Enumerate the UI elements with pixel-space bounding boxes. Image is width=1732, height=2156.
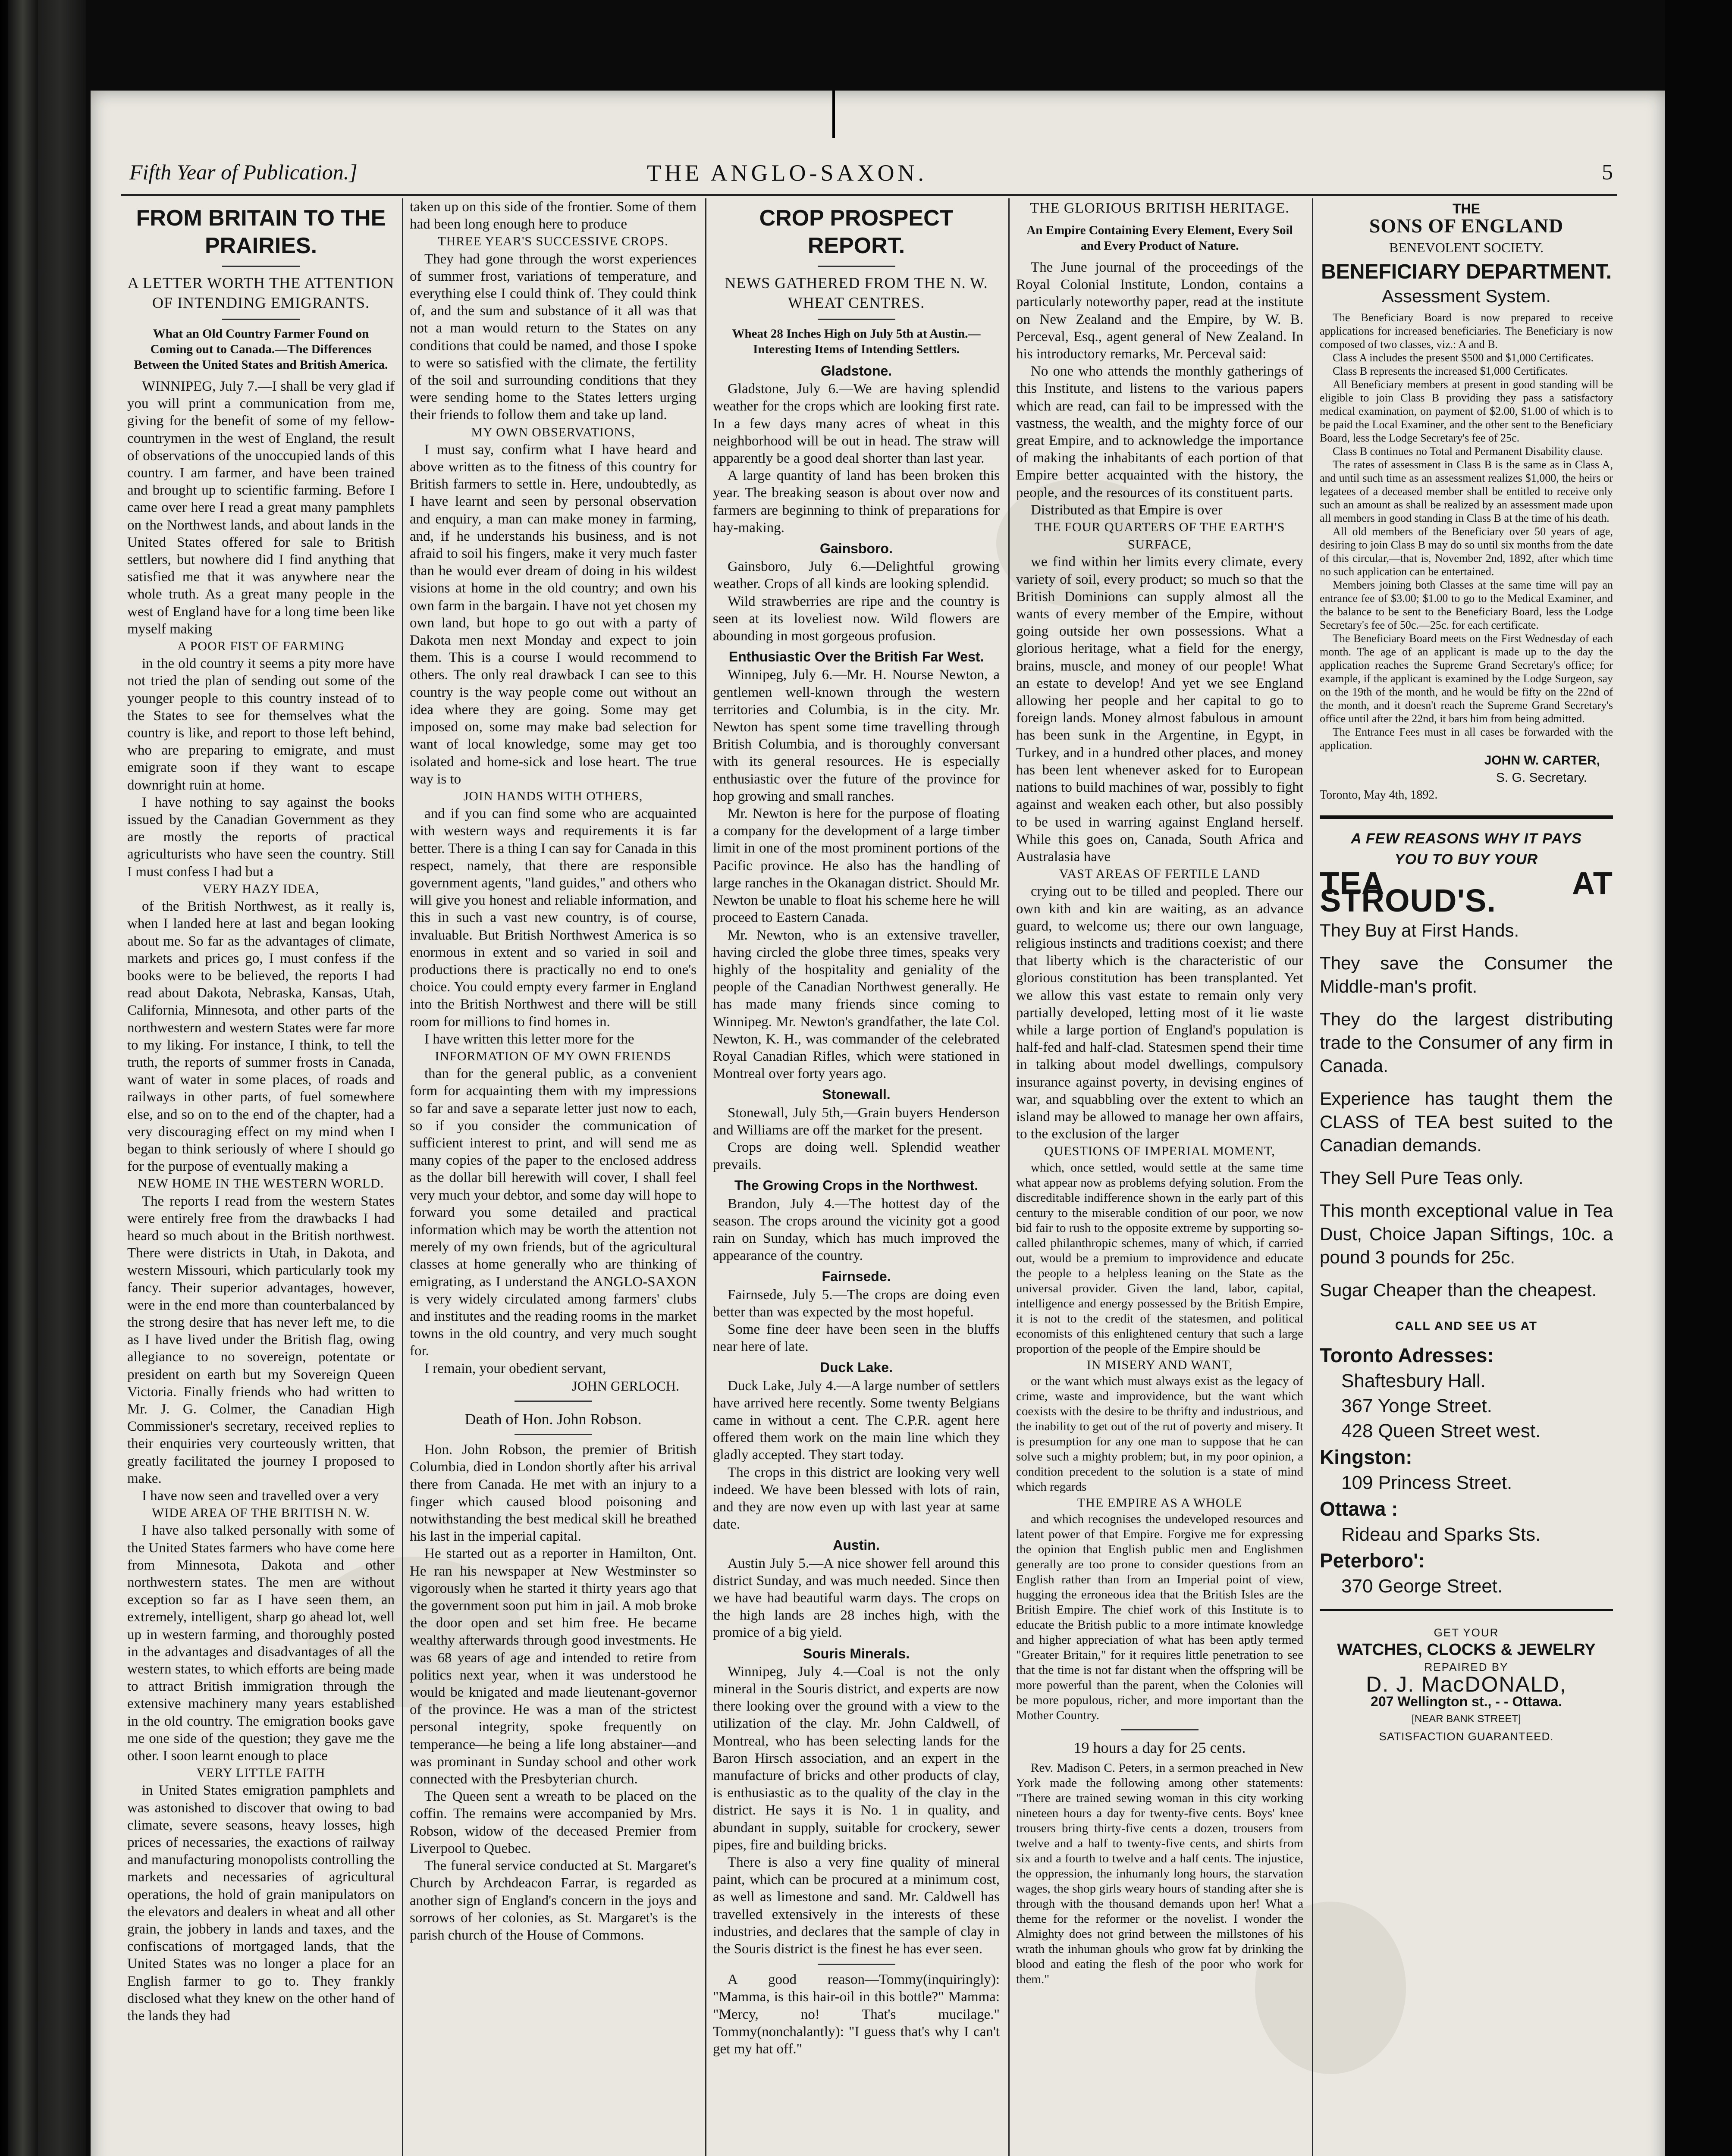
- paragraph: Rev. Madison C. Peters, in a sermon preached in New York made the following among other statements: "There are trained sewing woman in this city working nineteen hours a day for twenty-five cents. Boys' knee trousers bring thirty-five cents a dozen, trousers from twelve and a half to twenty-five cents, and shirts from six and a fourth to twelve and a half cents. The injustice, the oppression, the inhumanly long hours, the starvation wages, the shop girls weary hours of standing after she is through with the thousand demands upon her! What a theme for the reformer or the novelist. I wonder the Almighty does not grind between the millstones of his wrath the inhuman ghouls who grow fat by drinking the blood and eating the flesh of the poor who work for them.": [1016, 1761, 1303, 1987]
- subheading: VERY HAZY IDEA,: [202, 881, 320, 896]
- page-number: 5: [1602, 160, 1613, 185]
- paragraph: I remain, your obedient servant,: [424, 1360, 606, 1376]
- notice-paragraph: Class B continues no Total and Permanent Disability clause.: [1333, 445, 1603, 458]
- column-4: [1016, 198, 1303, 2156]
- paragraph: we find within her limits every climate, every variety of soil, every product; so much so that the British Dominions can supply almost all the wants of every member of the Empire, without going outside her own possessions. What a glorious heritage, what a field for the energy, brains, muscle, and money of our people! What an estate to develop! And yet we see England allowing her people and her capital to go to foreign lands. Money almost fabulous in amount has been sunk in the Argentine, in Egypt, in Turkey, and in a hundred other places, and money has been lent whenever asked for to European nations to build machines of war, possibly to fight against and weaken each other, but also possibly to be used in warring against England herself. While this goes on, Canada, South Africa and Australasia have: [1016, 554, 1303, 865]
- column-3: [713, 198, 1000, 2156]
- masthead-title: THE ANGLO-SAXON.: [647, 160, 927, 186]
- subheading: THREE YEAR'S SUCCESSIVE CROPS.: [438, 234, 668, 249]
- city-heading: Kingston:: [1320, 1445, 1412, 1468]
- subheading: IN MISERY AND WANT,: [1086, 1357, 1233, 1372]
- tea-ad-title: TEA AT STROUD'S.: [1320, 865, 1613, 919]
- paragraph: Winnipeg, July 6.—Mr. H. Nourse Newton, a gentlemen well-known through the western territories and Columbia, is in the city. Mr. Newton has spent some time travelling through British Columbia, and is thoroughly conversant with its general resources. He is especially enthusiastic over the future of the province for hop growing and small ranches.: [713, 667, 1000, 804]
- society-name: SONS OF ENGLAND: [1369, 215, 1564, 237]
- paragraph: taken up on this side of the frontier. Some of them had been long enough here to produce: [410, 199, 697, 232]
- notice-date: Toronto, May 4th, 1892.: [1320, 788, 1438, 802]
- paragraph: Some fine deer have been seen in the bluffs near here of late.: [713, 1321, 1000, 1355]
- assessment-notice: [1320, 311, 1613, 752]
- paragraph: Stonewall, July 5th,—Grain buyers Henderson and Williams are off the market for the present.: [713, 1105, 1000, 1138]
- paragraph: I must say, confirm what I have heard and above written as to the fitness of this country for British farmers to settle in. Here, undoubtedly, as I have learnt and seen by personal observation and enquiry, a man can make money in farming, and, if he understands his business, and is not afraid to soil his fingers, make it very much faster than he would ever dream of doing in his wildest visions at home in the old country; and own his own farm in the bargain. I have not yet chosen my own land, but hope to go out with a party of Dakota men next Monday and expect to join them. This is a course I would recommend to others. The only real drawback I can see to this country is the way people come out without an idea where they are going. Some may get imposed on, some may make bad selection for want of local knowledge, some may get too isolated and home-sick and lose heart. The true way is to: [410, 442, 697, 787]
- subheading: WIDE AREA OF THE BRITISH N. W.: [151, 1506, 370, 1520]
- watch-ad-guarantee: SATISFACTION GUARANTEED.: [1379, 1730, 1554, 1743]
- notice-paragraph: Class B represents the increased $1,000 Certificates.: [1333, 365, 1568, 378]
- tea-reason: This month exceptional value in Tea Dust, Choice Japan Siftings, 10c. a pound 3 pounds for 25c.: [1320, 1200, 1613, 1268]
- paragraph: Distributed as that Empire is over: [1031, 502, 1223, 518]
- tea-ad-subheading: YOU TO BUY YOUR: [1394, 851, 1538, 868]
- tea-reason: They Buy at First Hands.: [1320, 920, 1519, 941]
- article-headline: FROM BRITAIN TO THE PRAIRIES.: [136, 206, 386, 258]
- watch-ad-get: GET YOUR: [1434, 1626, 1499, 1639]
- paragraph: which, once settled, would settle at the same time what appear now as problems defying solution. From the discreditable indifference shown in the early part of this century to the miserable condition of our poor, we now bid fair to rush to the opposite extreme by supporting so-called philanthropic schemes, many of which, if carried out, would be a premium to improvidence and educate the people to a helpless leaning on the State as the universal provider. Given the land, labor, capital, intelligence and energy possessed by the British Empire, it is not to the credit of the statesmen, and political economists of this enlightened century that such a large proportion of the people of the Empire should be: [1016, 1160, 1303, 1356]
- dateline-heading: Stonewall.: [822, 1087, 891, 1103]
- subheading: THE FOUR QUARTERS OF THE EARTH'S SURFACE,: [1034, 520, 1285, 552]
- paragraph: Winnipeg, July 4.—Coal is not the only mineral in the Souris district, and experts are now there looking over the ground with a view to the utilization of the clay. Mr. John Caldwell, of Montreal, who has been selecting lands for the Baron Hirsch association, and an expert in the manufacture of bricks and other products of clay, is enthusiastic as to the quality of the clay in the district. He says it is No. 1 in quality, and abundant in supply, suitable for crockery, sewer pipes, fire and building bricks.: [713, 1664, 1000, 1853]
- letter-signature: JOHN GERLOCH.: [572, 1378, 679, 1394]
- article-headline: 19 hours a day for 25 cents.: [1073, 1739, 1246, 1756]
- paragraph: I have now seen and travelled over a very: [142, 1488, 379, 1504]
- paragraph: WINNIPEG, July 7.—I shall be very glad if you will print a communication from me, giving for the benefit of some of my fellow-countrymen in the west of England, the result of observations of the unoccupied lands of this country. I am farmer, and have been trained and brought up to scientific farming. Before I came over here I read a great many pamphlets on the Northwest lands, and about lands in the United States offered for sale to British settlers, but nowhere did I find anything that satisfied me that it was anywhere near the whole truth. As a great many people in the west of England have for a long time been like myself making: [127, 379, 395, 637]
- paragraph: I have also talked personally with some of the United States farmers who have come here from Minnesota, Dakota and other northwestern states. The men are without exception so far as I have seen them, an extremely, intelligent, sharp go ahead lot, well up in western farming, and thoroughly posted in the advantages and disadvantages of all the western states, to which efforts are being made to attract British immigration through the extensive machinery many years established in the old country. The emigration books gave me one side of the question; they gave me the other. I soon learnt enough to place: [127, 1523, 395, 1764]
- dateline-heading: Austin.: [833, 1537, 880, 1553]
- watch-ad-title: WATCHES, CLOCKS & JEWELRY: [1337, 1640, 1596, 1659]
- watch-ad-repaired: REPAIRED BY: [1424, 1661, 1509, 1674]
- signer-name: JOHN W. CARTER,: [1484, 753, 1600, 768]
- header-rule: [121, 194, 1617, 196]
- paragraph: Mr. Newton is here for the purpose of floating a company for the development of a large timber limit in one of the most prominent portions of the Pacific province. He also has the handling of large ranches in the Okanagan district. Should Mr. Newton be unable to float his scheme here he will proceed to Eastern Canada.: [713, 806, 1000, 926]
- notice-paragraph: All old members of the Beneficiary over 50 years of age, desiring to join Class B may do so until six months from the date of this circular,—that is, November 2nd, 1892, after which time no such application can be entertained.: [1320, 525, 1613, 578]
- paragraph: or the want which must always exist as the legacy of crime, waste and improvidence, but the want which coexists with the desire to be thrifty and industrious, and the inability to get out of the rut of poverty and misery. It is presumption for any one man to suppose that he can solve such a mighty problem; but, in my poor opinion, a condition precedent to the solution is a state of mind which regards: [1016, 1374, 1303, 1494]
- dateline-heading: Gainsboro.: [820, 541, 893, 557]
- store-address: Shaftesbury Hall.: [1341, 1370, 1486, 1391]
- notice-paragraph: The Entrance Fees must in all cases be forwarded with the application.: [1320, 726, 1613, 752]
- newspaper-page: [91, 91, 1665, 2156]
- paragraph: in the old country it seems a pity more have not tried the plan of sending out some of the younger people to this country instead of to the States to see for themselves what the country is like, and report to those left behind, who are preparing to emigrate, and must emigrate soon if they want to escape downright ruin at home.: [127, 656, 395, 793]
- notice-paragraph: All Beneficiary members at present in good standing will be eligible to join Class B providing they pass a satisfactory medical examination, on payment of $2.00, $1.00 of which is to be paid the Local Examiner, and the other sent to the Beneficiary Board, less the Lodge Secretary's fee of 25c.: [1320, 378, 1613, 445]
- tea-reason: They Sell Pure Teas only.: [1320, 1168, 1524, 1188]
- subheading: NEW HOME IN THE WESTERN WORLD.: [138, 1176, 384, 1191]
- notice-paragraph: The Beneficiary Board is now prepared to receive applications for increased beneficiaries. The Beneficiary is now composed of two classes, viz.: A and B.: [1320, 311, 1613, 351]
- store-address: 109 Princess Street.: [1341, 1472, 1512, 1493]
- city-heading: Peterboro':: [1320, 1549, 1425, 1572]
- notice-paragraph: The rates of assessment in Class B is the same as in Class A, and until such time as an assessment realizes $1,000, the heirs or legatees of a deceased member shall be entitled to receive only such an amount as shall be realized by an assessment made upon all members in good standing in Class B at the time of his death.: [1320, 458, 1613, 525]
- divider: [515, 1434, 592, 1435]
- signer-title: S. G. Secretary.: [1496, 771, 1587, 785]
- article-headline: CROP PROSPECT REPORT.: [759, 206, 954, 258]
- paragraph: The funeral service conducted at St. Margaret's Church by Archdeacon Farrar, is regarded as another sign of England's concern in the joys and sorrows of her colonies, as St. Margaret's is the parish church of the House of Commons.: [410, 1858, 697, 1943]
- society-subtitle: BENEVOLENT SOCIETY.: [1389, 240, 1544, 256]
- subheading: INFORMATION OF MY OWN FRIENDS: [435, 1049, 671, 1063]
- tea-reason: Experience has taught them the CLASS of TEA best suited to the Canadian demands.: [1320, 1088, 1613, 1156]
- subheading: MY OWN OBSERVATIONS,: [471, 425, 635, 439]
- paragraph: No one who attends the monthly gatherings of this Institute, and listens to the various papers which are read, can fail to be impressed with the vastness, the wealth, and the mighty force of our great Empire, and to acknowledge the importance of making the inhabitants of each portion of that Empire better acquainted with the history, the people, and the resources of its constituent parts.: [1016, 364, 1303, 501]
- article-subdeck: Wheat 28 Inches High on July 5th at Austin.—Interesting Items of Intending Settlers.: [732, 327, 981, 356]
- watch-ad-address: 207 Wellington st., - - Ottawa.: [1371, 1694, 1562, 1710]
- paragraph: and which recognises the undeveloped resources and latent power of that Empire. Forgive me for expressing the opinion that English public men and Englishmen generally are too prone to consider questions from an English rather than from an Imperial point of view, hugging the erroneous idea that the British Isles are the British Empire. The chief work of this Institute is to educate the British public to a more intimate knowledge and higher appreciation of what has been aptly termed "Greater Britain," for it requires little penetration to see that the time is not far distant when the offspring will be more powerful than the parent, when the Colonies will be more populous, richer, and more important than the Mother Country.: [1016, 1512, 1303, 1722]
- article-headline: THE GLORIOUS BRITISH HERITAGE.: [1030, 200, 1290, 216]
- ad-label: THE: [1453, 201, 1480, 216]
- paragraph: of the British Northwest, as it really is, when I landed here at last and began looking about me. So far as the advantages of climate, markets and prices go, I must confess if the books were to be believed, the reports I had read about Dakota, Nebraska, Kansas, Utah, California, Minnesota, and other parts of the northwestern and western States were far more to my liking. For instance, I think, to tell the truth, the reports of summer frosts in Canada, want of water in some places, of roads and railways in other parts, of fuel somewhere else, and so on to the end of the chapter, had a very discouraging effect on my mind when I began to think seriously of where I should go for the purpose of eventually making a: [127, 899, 395, 1175]
- paragraph: They had gone through the worst experiences of summer frost, variations of temperature, and everything else I could think of. They could think of, and the sum and substance of it all was that not a man would return to the States on any conditions that could be named, and those I spoke to were so satisfied with the climate, the fertility of the soil and surrounding conditions that they were sending home to the States letters urging their friends to follow them and take up land.: [410, 251, 697, 423]
- tea-reason: Sugar Cheaper than the cheapest.: [1320, 1280, 1597, 1300]
- city-heading: Toronto Adresses:: [1320, 1344, 1494, 1366]
- paragraph: Duck Lake, July 4.—A large number of settlers have arrived here recently. Some twenty Belgians came in without a cent. The C.P.R. agent here offered them work on the main line which they gladly accepted. They start today.: [713, 1378, 1000, 1463]
- paragraph: A large quantity of land has been broken this year. The breaking season is about over now and farmers are beginning to think of preparations for hay-making.: [713, 468, 1000, 536]
- store-address: 367 Yonge Street.: [1341, 1395, 1492, 1416]
- paragraph: Gladstone, July 6.—We are having splendid weather for the crops which are looking first rate. In a few days many acres of wheat in this neighborhood will be out in head. The straw will apparently be a good deal shorter than last year.: [713, 381, 1000, 467]
- column-rule: [705, 198, 706, 2156]
- watch-ad-name: D. J. MacDONALD,: [1366, 1672, 1567, 1697]
- divider: [222, 266, 300, 267]
- dateline-heading: Souris Minerals.: [803, 1645, 910, 1661]
- dateline-heading: Enthusiastic Over the British Far West.: [728, 649, 984, 665]
- column-2: [410, 198, 697, 2156]
- column-1: [127, 198, 395, 2156]
- column-rule: [1312, 198, 1313, 2156]
- store-address: 428 Queen Street west.: [1341, 1420, 1541, 1442]
- ad-separator: [1320, 815, 1613, 819]
- divider: [222, 319, 300, 320]
- paragraph: crying out to be tilled and peopled. There our own kith and kin are waiting, as an advance guard, to welcome us; there our own language, religious instincts and traditions coexist; and there that liberty which is the characteristic of our glorious constitution has been transplanted. Yet we allow this vast estate to remain only very partially developed, letting most of it lie waste while a large portion of England's population is half-fed and half-clad. Statesmen spend their time in talking about model dwellings, compulsory insurance against poverty, in devising engines of war, and squabbling over the extent to which an island may be allowed to manage her own affairs, to the exclusion of the larger: [1016, 884, 1303, 1142]
- assessment-title: Assessment System.: [1381, 285, 1551, 306]
- paragraph: Hon. John Robson, the premier of British Columbia, died in London shortly after his arrival there from Canada. He met with an injury to a finger which caused blood poisoning and notwithstanding the best medical skill he breathed his last in the imperial capital.: [410, 1442, 697, 1545]
- tea-reason: They do the largest distributing trade to the Consumer of any firm in Canada.: [1320, 1009, 1613, 1076]
- paragraph: He started out as a reporter in Hamilton, Ont. He ran his newspaper at New Westminster so vigorously when he started it thirty years ago that the government soon put him in jail. A mob broke the door open and set him free. He became wealthy afterwards through good investments. He was 68 years of age and intended to retire from politics next year, when it was understood he would be knigated and made lieutenant-governor of the province. He was a man of the strictest personal integrity, spoke frequently on temperance—he being a life long abstainer—and was prominant in Sunday school and other work connected with the Presbyterian church.: [410, 1546, 697, 1787]
- divider: [818, 319, 895, 320]
- paragraph: I have nothing to say against the books issued by the Canadian Government as they are mostly the reports of practical agriculturists who have seen the country. Still I must confess I had but a: [127, 794, 395, 880]
- publication-year: Fifth Year of Publication.]: [129, 160, 358, 184]
- binding-strip: [8, 0, 38, 2156]
- notice-paragraph: Class A includes the present $500 and $1,000 Certificates.: [1333, 351, 1594, 364]
- notice-paragraph: Members joining both Classes at the same time will pay an entrance fee of $3.00; $1.00 to go to the Medical Examiner, and the balance to be sent to the Beneficiary Board, less the Lodge Secretary's fee of 50c.—25c. for each certificate.: [1320, 579, 1613, 632]
- article-subdeck: What an Old Country Farmer Found on Coming out to Canada.—The Differences Between the United States and British America.: [134, 327, 388, 372]
- paragraph: I have written this letter more for the: [424, 1031, 634, 1047]
- paragraph: Gainsboro, July 6.—Delightful growing weather. Crops of all kinds are looking splendid.: [713, 559, 1000, 592]
- paragraph: The crops in this district are looking very well indeed. We have been blessed with lots of rain, and they are now even up with last year at same date.: [713, 1464, 1000, 1532]
- store-address: Rideau and Sparks Sts.: [1341, 1523, 1541, 1545]
- store-address: 370 George Street.: [1341, 1575, 1503, 1597]
- article-headline: Death of Hon. John Robson.: [464, 1410, 642, 1428]
- paragraph: in United States emigration pamphlets and was astonished to discover that owing to bad climate, severe seasons, heavy losses, high prices of necessaries, the exactions of railway and manufacturing monopolists controlling the markets and necessaries of agricultural operations, the hold of grain manipulators on the elevators and dealers in wheat and all other grain, the jobbery in lands and taxes, and the confiscations of mortgaged lands, that the United States was no longer a place for an English farmer to go to. They frankly disclosed what they knew on the other hand of the lands they had: [127, 1783, 395, 2024]
- column-5-advertisements: [1320, 198, 1613, 2156]
- subheading: VERY LITTLE FAITH: [196, 1766, 326, 1780]
- article-subdeck: An Empire Containing Every Element, Every Soil and Every Product of Nature.: [1026, 223, 1293, 253]
- article-deck: A LETTER WORTH THE ATTENTION OF INTENDING EMIGRANTS.: [127, 274, 395, 311]
- running-head: [129, 155, 1613, 194]
- paragraph: than for the general public, as a convenient form for acquainting them with my impressions so far and save a separate letter just now to each, so if you consider the communication of sufficient interest to print, and will send me as many copies of the paper to the enclosed address as the dollar bill herewith will cover, I shall feel very much your debtor, and some day will hope to forward you some detailed and practical information which may be worth the attention not merely of my own friends, but of the agricultural classes at home generally who are thinking of emigrating, as I understand the ANGLO-SAXON is very widely circulated among farmers' clubs and institutes and the reading rooms in the market towns in the old country, and very much sought for.: [410, 1066, 697, 1359]
- dateline-heading: Gladstone.: [820, 363, 892, 379]
- subheading: THE EMPIRE AS A WHOLE: [1077, 1495, 1243, 1510]
- subheading: QUESTIONS OF IMPERIAL MOMENT,: [1044, 1144, 1275, 1159]
- column-rule: [402, 198, 403, 2156]
- paragraph: Crops are doing well. Splendid weather prevails.: [713, 1139, 1000, 1173]
- notice-paragraph: The Beneficiary Board meets on the First Wednesday of each month. The age of an applicant is made up to the day the application reaches the Supreme Grand Secretary's office; for example, if the applicant is examined by the Lodge Surgeon, say on the 19th of the month, and he would be fifty on the 22nd of the month, and it doesn't reach the Supreme Grand Secretary's office until after the 22nd, it bars him from being admitted.: [1320, 632, 1613, 725]
- paragraph: and if you can find some who are acquainted with western ways and requirements it is far better. There is a thing I can say for Canada in this respect, namely, that there are responsible government agents, "land guides," and others who will give you honest and reliable information, and this in such a vast new country, is of course, invaluable. But British Northwest America is so enormous in extent and so varied in soil and productions there is practically no end to one's choice. You could empty every farmer in England into the British Northwest and there will be still room for millions to find homes in.: [410, 806, 697, 1030]
- article-deck: NEWS GATHERED FROM THE N. W. WHEAT CENTRES.: [725, 274, 988, 311]
- tea-reason: They save the Consumer the Middle-man's profit.: [1320, 953, 1613, 997]
- city-heading: Ottawa :: [1320, 1497, 1398, 1520]
- department-title: BENEFICIARY DEPARTMENT.: [1321, 260, 1612, 283]
- paragraph: The June journal of the proceedings of the Royal Colonial Institute, London, contains a particularly noteworthy paper, read at the institute on New Zealand and the Empire, by W. B. Perceval, Esq., agent general of New Zealand. In his introductory remarks, Mr. Perceval said:: [1016, 260, 1303, 362]
- paragraph: There is also a very fine quality of mineral paint, which can be procured at a minimum cost, as well as limestone and sand. Mr. Caldwell has travelled extensively in the interests of these industries, and declares that the sample of clay in the Souris district is the finest he has ever seen.: [713, 1855, 1000, 1957]
- watch-ad-note: [NEAR BANK STREET]: [1412, 1713, 1521, 1725]
- paragraph: Austin July 5.—A nice shower fell around this district Sunday, and was much needed. Since then we have had beautiful warm days. The crops on the high lands are 28 inches high, with the promice of a big yield.: [713, 1555, 1000, 1641]
- divider: [1121, 1729, 1199, 1730]
- column-rule: [1008, 198, 1010, 2156]
- pen-mark: [832, 91, 835, 138]
- paragraph: The Queen sent a wreath to be placed on the coffin. The remains were accompanied by Mrs. Robson, widow of the deceased Premier from Liverpool to Quebec.: [410, 1789, 697, 1856]
- divider: [818, 1964, 895, 1965]
- paragraph: Brandon, July 4.—The hottest day of the season. The crops around the vicinity got a good rain on Sunday, which has much improved the appearance of the country.: [713, 1196, 1000, 1264]
- paragraph: Fairnsede, July 5.—The crops are doing even better than was expected by the most hopeful.: [713, 1287, 1000, 1320]
- divider: [818, 266, 895, 267]
- dateline-heading: Duck Lake.: [820, 1360, 893, 1376]
- subheading: JOIN HANDS WITH OTHERS,: [463, 789, 643, 803]
- paragraph: A good reason—Tommy(inquiringly): "Mamma, is this hair-oil in this bottle?" Mamma: "Mercy, no! That's mucilage." Tommy(nonchalantly): "I guess that's why I can't get my hat off.": [713, 1972, 1000, 2057]
- ad-separator: [1320, 1609, 1613, 1611]
- subheading: A POOR FIST OF FARMING: [177, 639, 345, 654]
- subheading: VAST AREAS OF FERTILE LAND: [1059, 867, 1261, 881]
- paragraph: Wild strawberries are ripe and the country is seen at its loveliest now. Wild flowers are abounding in most gorgeous profusion.: [713, 593, 1000, 644]
- divider: [515, 1401, 592, 1402]
- paragraph: Mr. Newton, who is an extensive traveller, having circled the globe three times, speaks very highly of the hospitality and geniality of the people of the Canadian Northwest generally. He has made many friends since coming to Winnipeg. Mr. Newton's grandfather, the late Col. Newton, K. H., was commander of the celebrated Royal Canadian Rifles, which were stationed in Montreal over forty years ago.: [713, 927, 1000, 1082]
- dateline-heading: The Growing Crops in the Northwest.: [734, 1178, 979, 1194]
- paragraph: The reports I read from the western States were entirely free from the drawbacks I had heard so much about in the British northwest. There were districts in Utah, in Dakota, and western Missouri, which particularly took my fancy. Their superior advantages, however, were in the end more than counterbalanced by the strong desire that has never left me, to die as I have lived under the British flag, owing allegiance to no sovereign, potentate or president on earth but my Sovereign Queen Victoria. Finally friends who had written to Mr. J. G. Colmer, the Canadian High Commissioner's secretary, received replies to their enquiries very courteously written, that greatly facilitated the journey I proposed to make.: [127, 1193, 395, 1486]
- right-edge-shadow: [1665, 0, 1732, 2156]
- dateline-heading: Fairnsede.: [822, 1269, 891, 1285]
- tea-ad-heading: A FEW REASONS WHY IT PAYS: [1351, 830, 1582, 847]
- call-heading: CALL AND SEE US AT: [1395, 1319, 1537, 1333]
